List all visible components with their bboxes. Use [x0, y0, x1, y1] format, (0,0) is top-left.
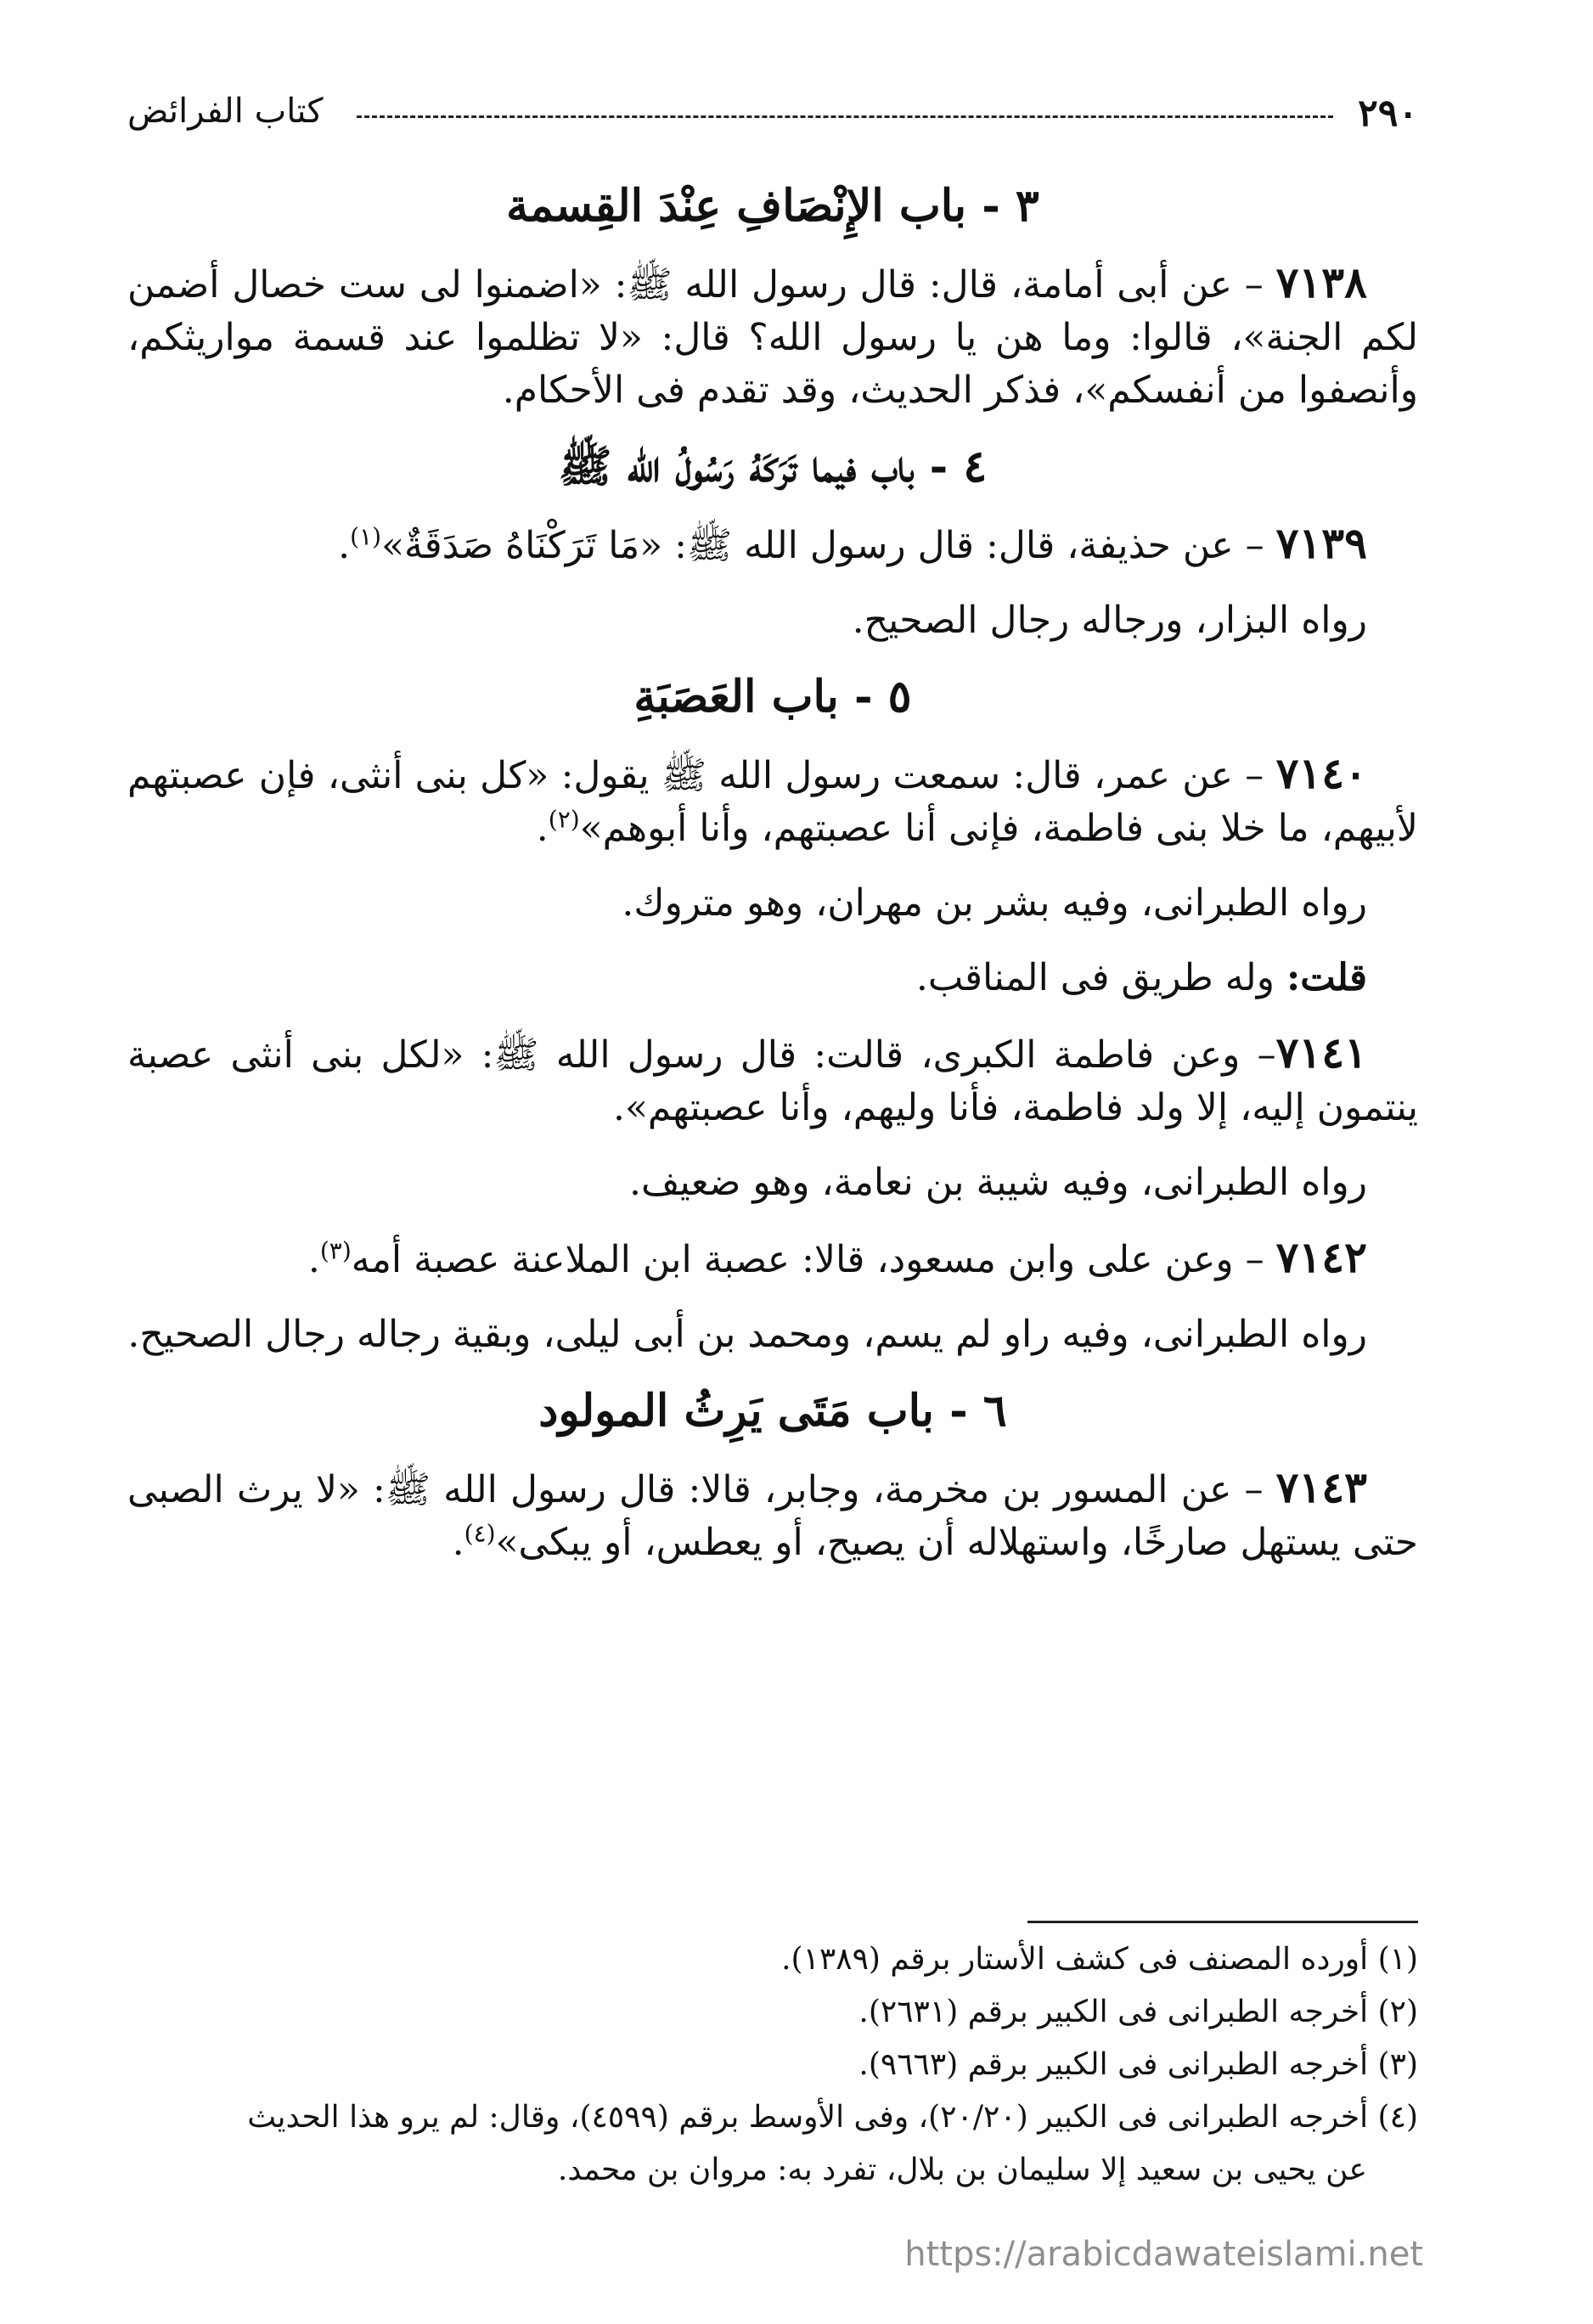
footnote-item: (١) أورده المصنف فى كشف الأستار برقم (١٣٨٩). — [781, 1942, 1418, 1977]
footnote-item: (٢) أخرجه الطبرانى فى الكبير برقم (٢٦٣١). — [858, 1995, 1418, 2029]
hadith-number: ٧١٤١ — [1275, 1027, 1367, 1078]
hadith-entry — [127, 747, 1418, 855]
note-lead: قلت: — [1286, 956, 1367, 999]
footnotes — [127, 1921, 1418, 2198]
hadith-number: ٧١٤٢ — [1275, 1232, 1367, 1282]
hadith-end: . — [338, 524, 351, 567]
footnote-ref: (٤) — [464, 1519, 496, 1548]
hadith-number: ٧١٣٩ — [1275, 518, 1367, 568]
hadith-text: – عن حذيفة، قال: قال رسول الله ﷺ: «مَا تَرَكْنَاهُ صَدَقَةٌ» — [381, 524, 1276, 567]
hadith-text: – عن عمر، قال: سمعت رسول الله ﷺ يقول: «كل بنى أنثى، فإن عصبتهم لأبيهم، ما خلا بنى فاطمة، فإنى أنا عصبتهم، وأنا أبوهم» — [127, 754, 1418, 850]
author-note — [127, 952, 1418, 1004]
hadith-entry — [127, 1461, 1418, 1569]
footnote-divider — [1027, 1921, 1418, 1923]
source-note: رواه الطبرانى، وفيه بشر بن مهران، وهو متروك. — [622, 881, 1367, 925]
footnote-ref: (٢) — [548, 805, 580, 834]
page-body — [127, 170, 1418, 1591]
hadith-entry — [127, 256, 1418, 417]
book-title: كتاب الفرائض — [127, 92, 324, 131]
chapter-heading: ٣ - باب الإِنْصَافِ عِنْدَ القِسمة — [506, 180, 1039, 232]
hadith-entry — [127, 517, 1418, 572]
source-note: رواه الطبرانى، وفيه راو لم يسم، ومحمد بن أبى ليلى، وبقية رجاله رجال الصحيح. — [127, 1313, 1367, 1356]
hadith-text: – عن المسور بن مخرمة، وجابر، قالا: قال رسول الله ﷺ: «لا يرث الصبى حتى يستهل صارخًا، واستهلاله أن يصيح، أو يعطس، أو يبكى» — [127, 1468, 1418, 1564]
page-header — [127, 92, 1418, 143]
hadith-end: . — [307, 1238, 320, 1281]
source-note: رواه البزار، ورجاله رجال الصحيح. — [852, 599, 1367, 642]
hadith-text: – وعن فاطمة الكبرى، قالت: قال رسول الله ﷺ: «لكل بنى أنثى عصبة ينتمون إليه، إلا ولد فاطمة، فأنا وليهم، وأنا عصبتهم». — [127, 1033, 1418, 1129]
hadith-entry — [127, 1027, 1418, 1134]
hadith-number: ٧١٣٨ — [1275, 257, 1367, 307]
hadith-number: ٧١٤٠ — [1275, 748, 1367, 798]
footnote-item: (٣) أخرجه الطبرانى فى الكبير برقم (٩٦٦٣). — [858, 2047, 1418, 2082]
chapter-heading: ٥ - باب العَصَبَةِ — [633, 671, 912, 723]
chapter-heading: ٤ - باب فيما تَرَكَهُ رَسُولُ الله ﷺ — [558, 441, 988, 492]
hadith-text: – وعن على وابن مسعود، قالا: عصبة ابن الملاعنة عصبة أمه — [351, 1238, 1276, 1281]
footnote-ref: (١) — [350, 522, 382, 551]
source-note: رواه الطبرانى، وفيه شيبة بن نعامة، وهو ضعيف. — [628, 1161, 1367, 1204]
page-number: ٢٩٠ — [1358, 92, 1418, 135]
header-divider — [357, 115, 1333, 118]
footnote-item: (٤) أخرجه الطبرانى فى الكبير (٢٠/٢٠)، وفى الأوسط برقم (٤٥٩٩)، وقال: لم يرو هذا الحديث — [247, 2100, 1418, 2135]
footnote-continuation: عن يحيى بن سعيد إلا سليمان بن بلال، تفرد به: مروان بن محمد. — [557, 2152, 1367, 2187]
hadith-entry — [127, 1231, 1418, 1286]
hadith-end: . — [536, 807, 549, 850]
watermark-url: https://arabicdawateislami.net — [904, 2235, 1423, 2274]
hadith-number: ٧١٤٣ — [1275, 1462, 1367, 1512]
note-text: وله طريق فى المناقب. — [915, 956, 1286, 999]
chapter-heading: ٦ - باب مَتَى يَرِثُ المولود — [538, 1385, 1007, 1437]
hadith-text: – عن أبى أمامة، قال: قال رسول الله ﷺ: «اضمنوا لى ست خصال أضمن لكم الجنة»، قالوا: وما هن يا رسول الله؟ قال: «لا تظلموا عند قسمة مواريثكم، وأنصفوا من أنفسكم»، فذكر الحديث، وقد تقدم فى الأحكام. — [127, 263, 1419, 412]
footnote-ref: (٣) — [319, 1236, 352, 1265]
hadith-end: . — [452, 1521, 464, 1564]
